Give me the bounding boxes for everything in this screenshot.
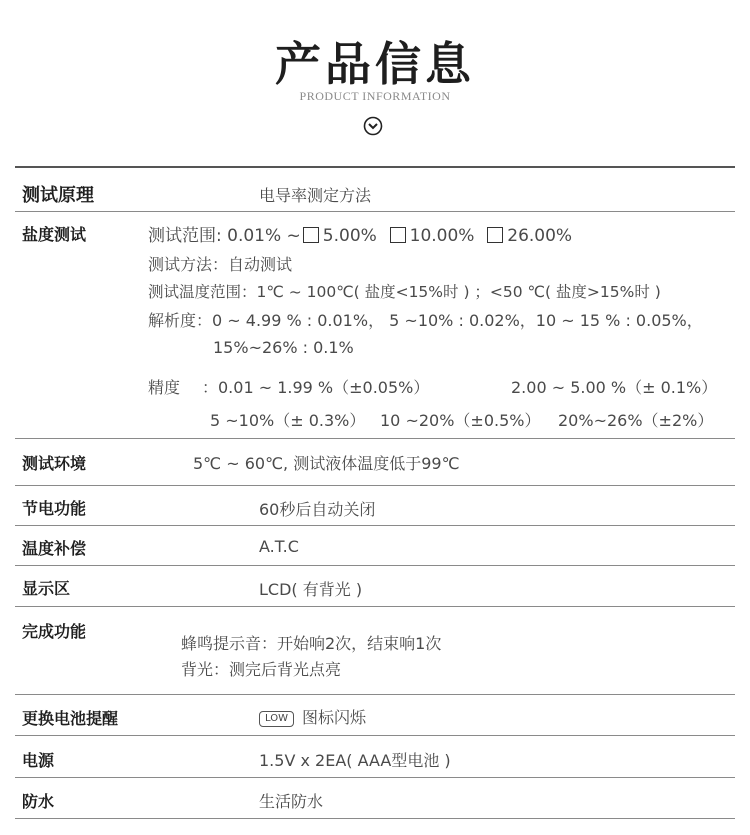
low-battery-icon: LOW	[259, 711, 294, 727]
row-divider	[15, 694, 735, 695]
row-label-power: 电源	[22, 751, 55, 770]
row-divider	[15, 525, 735, 526]
row-divider	[15, 606, 735, 607]
row-label-power-saving: 节电功能	[22, 499, 87, 518]
row-value-temp-comp: A.T.C	[259, 537, 299, 556]
accuracy-5: 20%~26%（±2%）	[558, 411, 714, 430]
row-label-environment: 测试环境	[22, 454, 87, 473]
checkbox-26[interactable]	[487, 227, 503, 243]
row-label-waterproof: 防水	[22, 792, 55, 811]
range-option-26: 26.00%	[507, 226, 573, 246]
salinity-range	[148, 221, 572, 246]
row-value-battery-alert	[259, 705, 366, 728]
range-option-5: 5.00%	[322, 226, 377, 246]
row-divider	[15, 211, 735, 212]
page-subtitle: PRODUCT INFORMATION	[299, 89, 451, 103]
table-bottom-divider	[15, 818, 735, 819]
row-divider	[15, 485, 735, 486]
accuracy-2: 2.00 ~ 5.00 %（± 0.1%）	[511, 378, 718, 397]
completion-line-2: 背光：测完后背光点亮	[181, 660, 342, 679]
row-value-environment: 5℃ ~ 60℃, 测试液体温度低于99℃	[193, 454, 460, 473]
row-label-principle: 测试原理	[22, 185, 94, 206]
row-divider	[15, 735, 735, 736]
salinity-resolution: 解析度：0 ~ 4.99 % : 0.01%， 5 ~10% : 0.02%，10 ~ 15 % : 0.05%，	[148, 311, 703, 330]
row-label-completion: 完成功能	[22, 622, 87, 641]
checkbox-5[interactable]	[303, 227, 319, 243]
row-label-temp-comp: 温度补偿	[22, 539, 87, 558]
battery-alert-text: 图标闪烁	[301, 708, 366, 727]
checkbox-10[interactable]	[390, 227, 406, 243]
salinity-range-prefix: 测试范围: 0.01% ~	[148, 226, 301, 246]
row-value-waterproof: 生活防水	[259, 792, 324, 811]
row-value-principle: 电导率测定方法	[259, 186, 372, 205]
salinity-temp-range: 测试温度范围：1℃ ~ 100℃( 盐度<15%时 ) ；<50 ℃( 盐度>15%时 )	[148, 283, 661, 301]
accuracy-1: ：0.01 ~ 1.99 %（±0.05%）	[202, 378, 430, 397]
row-value-power: 1.5V x 2EA( AAA型电池 )	[259, 751, 451, 770]
accuracy-4: 10 ~20%（±0.5%）	[380, 411, 541, 430]
chevron-down-icon	[363, 116, 383, 136]
row-value-display: LCD( 有背光 )	[259, 580, 363, 599]
salinity-method: 测试方法：自动测试	[148, 255, 293, 274]
row-divider	[15, 565, 735, 566]
completion-line-1: 蜂鸣提示音：开始响2次，结束响1次	[181, 634, 442, 653]
row-divider	[15, 438, 735, 439]
row-label-battery-alert: 更换电池提醒	[22, 709, 119, 728]
salinity-resolution-cont: 15%~26% : 0.1%	[213, 338, 354, 357]
accuracy-label: 精度	[148, 378, 181, 397]
row-divider	[15, 777, 735, 778]
range-option-10: 10.00%	[409, 226, 475, 246]
row-label-salinity: 盐度测试	[22, 225, 87, 244]
table-top-divider	[15, 166, 735, 168]
accuracy-3: 5 ~10%（± 0.3%）	[210, 411, 366, 430]
page-title: 产品信息	[275, 37, 475, 91]
row-value-power-saving: 60秒后自动关闭	[259, 500, 376, 519]
row-label-display: 显示区	[22, 579, 71, 598]
